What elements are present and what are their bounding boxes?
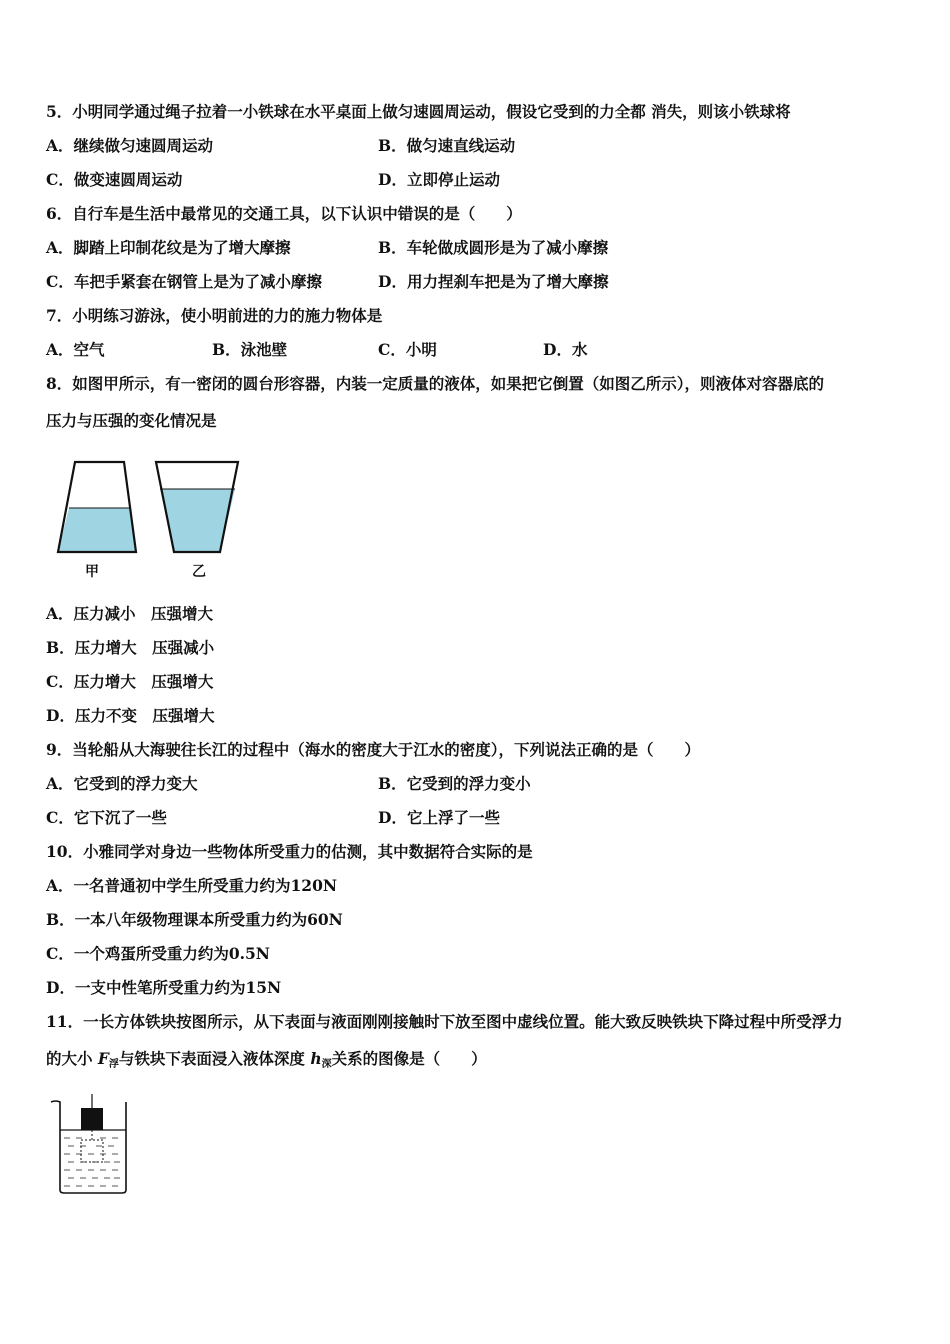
q11-beaker-figure xyxy=(48,1094,132,1198)
q7-stem: 7．小明练习游泳，使小明前进的力的施力物体是 xyxy=(46,306,383,325)
q9-option-c: C．它下沉了一些 xyxy=(46,808,167,827)
q6-option-b: B．车轮做成圆形是为了减小摩擦 xyxy=(378,238,609,257)
q5-option-c: C．做变速圆周运动 xyxy=(46,170,183,189)
q10-stem: 10．小雅同学对身边一些物体所受重力的估测，其中数据符合实际的是 xyxy=(46,842,533,861)
q7-option-d: D．水 xyxy=(543,340,588,359)
q6-option-d: D．用力捏刹车把是为了增大摩擦 xyxy=(378,272,609,291)
q10-option-b: B．一本八年级物理课本所受重力约为60N xyxy=(46,910,343,929)
q9-option-b: B．它受到的浮力变小 xyxy=(378,774,531,793)
q10-option-a: A．一名普通初中学生所受重力约为120N xyxy=(46,876,338,895)
q5-option-d: D．立即停止运动 xyxy=(378,170,500,189)
q8-option-d: D．压力不变 压强增大 xyxy=(46,706,215,725)
q8-stem-line2: 压力与压强的变化情况是 xyxy=(46,411,217,430)
caption-jia: 甲 xyxy=(85,564,99,580)
q9-option-d: D．它上浮了一些 xyxy=(378,808,500,827)
q9-stem: 9．当轮船从大海驶往长江的过程中（海水的密度大于江水的密度），下列说法正确的是（ ） xyxy=(46,740,701,759)
q11-stem-line1: 11．一长方体铁块按图所示，从下表面与液面刚刚接触时下放至图中虚线位置。能大致反映铁块下降过程中所受浮力 xyxy=(46,1012,843,1031)
q5-option-b: B．做匀速直线运动 xyxy=(378,136,516,155)
q6-option-a: A．脚踏上印制花纹是为了增大摩擦 xyxy=(46,238,291,257)
q10-option-d: D．一支中性笔所受重力约为15N xyxy=(46,978,282,997)
q8-stem-line1: 8．如图甲所示，有一密闭的圆台形容器，内装一定质量的液体，如果把它倒置（如图乙所示），则液体对容器底的 xyxy=(46,374,825,393)
q7-option-a: A．空气 xyxy=(46,340,105,359)
q8-container-figure xyxy=(52,458,242,558)
container-yi xyxy=(156,462,238,552)
q6-stem: 6．自行车是生活中最常见的交通工具，以下认识中错误的是（ ） xyxy=(46,204,522,223)
q8-option-c: C．压力增大 压强增大 xyxy=(46,672,214,691)
q5-option-a: A．继续做匀速圆周运动 xyxy=(46,136,214,155)
q8-option-b: B．压力增大 压强减小 xyxy=(46,638,215,657)
symbol-h: h xyxy=(310,1049,322,1068)
q6-option-c: C．车把手紧套在钢管上是为了减小摩擦 xyxy=(46,272,322,291)
q9-option-a: A．它受到的浮力变大 xyxy=(46,774,198,793)
q11-stem-line2: 的大小 $F_浮$与铁块下表面浸入液体深度 $h_深$关系的图像是（ ） xyxy=(46,1049,487,1070)
q10-option-c: C．一个鸡蛋所受重力约为0.5N xyxy=(46,944,270,963)
caption-yi: 乙 xyxy=(192,564,206,580)
symbol-F: F xyxy=(97,1049,109,1068)
q5-stem: 5．小明同学通过绳子拉着一小铁球在水平桌面上做匀速圆周运动，假设它受到的力全都 消失，则该小铁球将 xyxy=(46,102,791,121)
q7-option-c: C．小明 xyxy=(378,340,437,359)
q7-option-b: B．泳池壁 xyxy=(212,340,288,359)
q8-option-a: A．压力减小 压强增大 xyxy=(46,604,214,623)
container-jia xyxy=(58,462,136,552)
